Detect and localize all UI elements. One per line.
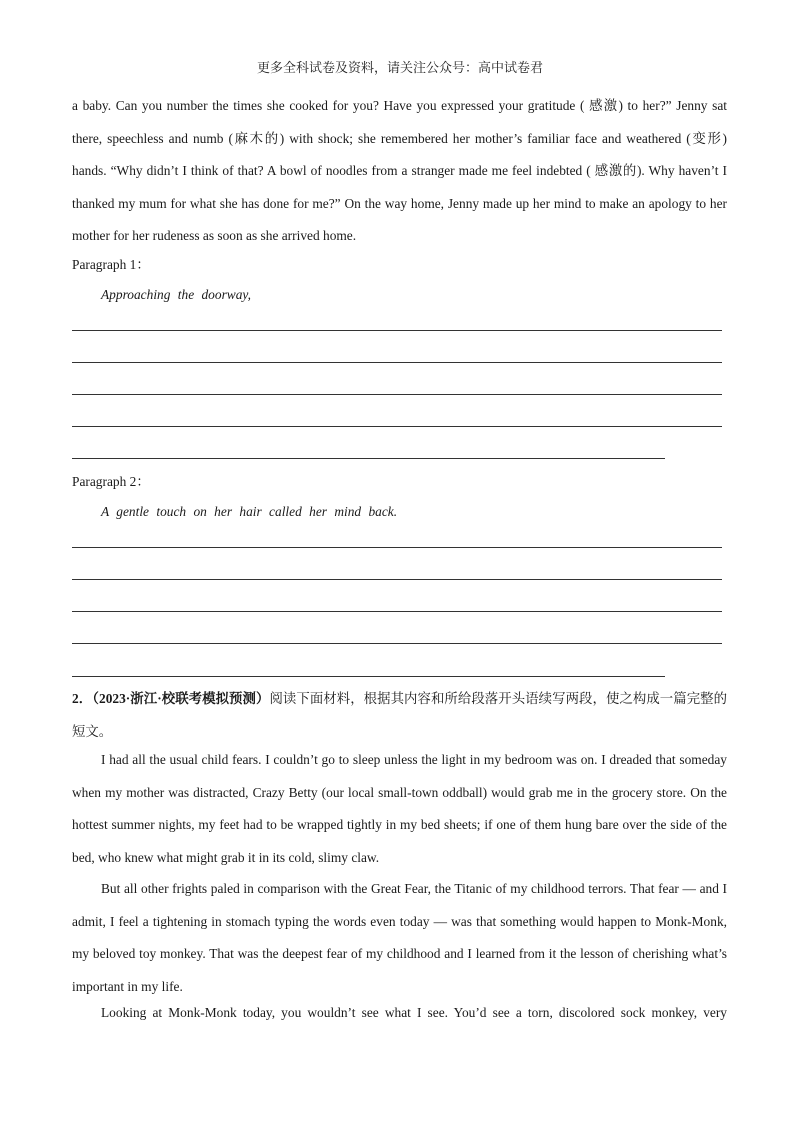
question-instruction: 阅读下面材料，根据其内容和所给段落开头语续写两段，使之构成一篇完整的短文。 xyxy=(72,691,728,739)
paragraph-2-label: Paragraph 2： xyxy=(72,474,150,489)
paragraph-1-opener: Approaching the doorway, xyxy=(101,287,251,302)
answer-line[interactable] xyxy=(72,426,722,427)
page-header: 更多全科试卷及资料，请关注公众号：高中试卷君 xyxy=(256,60,543,75)
answer-line[interactable] xyxy=(72,611,722,612)
story-paragraph: Looking at Monk-Monk today, you wouldn’t see what I see. You’d see a torn, discolored sock monkey, very xyxy=(101,1005,727,1020)
question-source: （2023·浙江·校联考模拟预测） xyxy=(92,691,270,706)
answer-line[interactable] xyxy=(72,458,665,459)
question-2-heading xyxy=(72,683,727,748)
paragraph-2-opener: A gentle touch on her hair called her mind back. xyxy=(101,504,398,519)
question-number: 2． xyxy=(72,691,93,706)
answer-line[interactable] xyxy=(72,330,722,331)
story-paragraph: I had all the usual child fears. I couldn’t go to sleep unless the light in my bedroom was on. I dreaded that someday when my mother was distracted, Crazy Betty (our local small-town oddball) would grab me in the grocery store. On the hottest summer nights, my feet had to be wrapped tightly in my bed sheets; if one of them hung bare over the side of the bed, who knew what might grab it in its cold, slimy claw. xyxy=(72,752,727,865)
answer-line[interactable] xyxy=(72,676,665,677)
passage-ending: a baby. Can you number the times she cooked for you? Have you expressed your gratitude ( 感激) to her?” Jenny sat there, speechless and numb (麻木的) with shock; she remembered her mother’s familiar face and weathered (变形) hands. “Why didn’t I think of that? A bowl of noodles from a stranger made me feel indebted ( 感激的). Why haven’t I thanked my mum for what she has done for me?” On the way home, Jenny made up her mind to make an apology to her mother for her rudeness as soon as she arrived home. xyxy=(72,98,727,243)
story-paragraph: But all other frights paled in comparison with the Great Fear, the Titanic of my childhood terrors. That fear — and I admit, I feel a tightening in stomach typing the words even today — was that something would happen to Monk-Monk, my beloved toy monkey. That was the deepest fear of my childhood and I learned from it the lesson of cherishing what’s important in my life. xyxy=(72,881,727,994)
answer-line[interactable] xyxy=(72,362,722,363)
answer-line[interactable] xyxy=(72,547,722,548)
answer-line[interactable] xyxy=(72,579,722,580)
answer-line[interactable] xyxy=(72,394,722,395)
answer-line[interactable] xyxy=(72,643,722,644)
paragraph-1-label: Paragraph 1： xyxy=(72,257,150,272)
